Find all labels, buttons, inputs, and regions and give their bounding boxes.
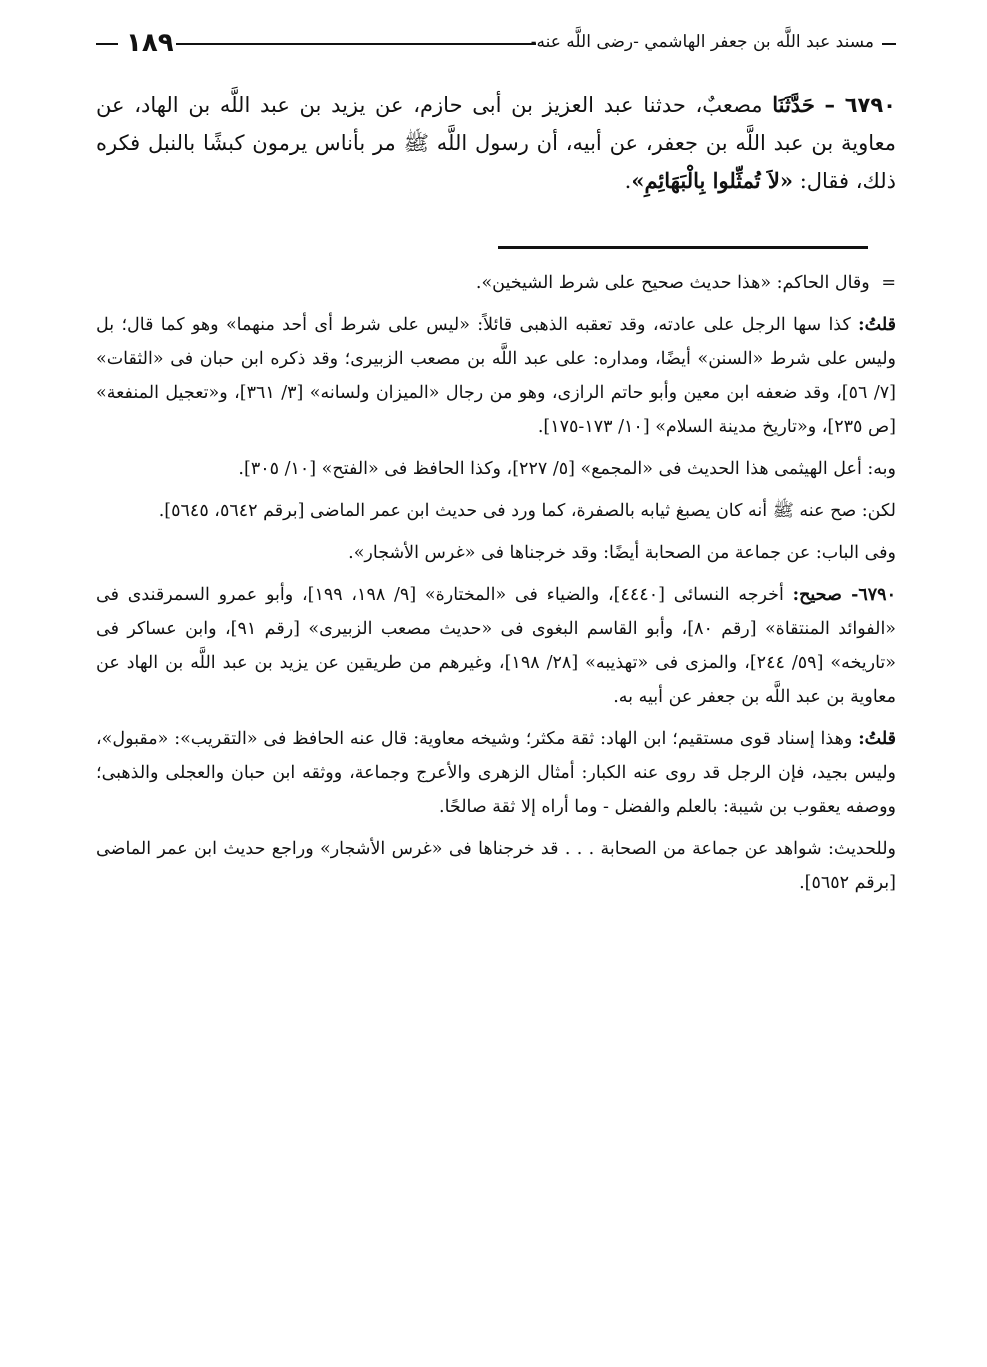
- footnote-text: لكن: صح عنه ﷺ أنه كان يصبغ ثيابه بالصفرة، كما ورد فى حديث ابن عمر الماضى [برقم ٥٦٤٢، ٥٦٤٥].: [158, 501, 896, 521]
- header-dash-left: [96, 43, 118, 45]
- footnote-paragraph: [96, 832, 896, 900]
- footnotes: [96, 266, 896, 908]
- footnote-text: وقال الحاكم: «هذا حديث صحيح على شرط الشيخين».: [475, 273, 870, 293]
- footnote-text: أخرجه النسائى [٤٤٤٠]، والضياء فى «المختارة» [٩/ ١٩٨، ١٩٩]، وأبو عمرو السمرقندى فى «الفوائد المنتقاة» [رقم ٨٠]، وأبو القاسم البغوى فى «حديث مصعب الزبيرى» [رقم ٩١]، وابن عساكر فى «تاريخه» [٥٩/ ٢٤٤]، والمزى فى «تهذيبه» [٢٨/ ١٩٨]، وغيرهم من طريقين عن يزيد بن عبد اللَّه بن الهاد عن معاوية بن عبد اللَّه بن جعفر عن أبيه به.: [96, 585, 897, 707]
- page-number: ١٨٩: [126, 28, 174, 58]
- footnote-paragraph: [96, 452, 896, 486]
- footnote-paragraph: [96, 494, 896, 528]
- hadith-dash: –: [824, 93, 835, 117]
- header-rule: [176, 43, 536, 45]
- running-title: مسند عبد اللَّه بن جعفر الهاشمي -رضى اللَّه عنه-: [530, 32, 874, 52]
- continuation-mark: =: [881, 273, 896, 293]
- footnote-text: وبه: أعل الهيثمى هذا الحديث فى «المجمع» [٥/ ٢٢٧]، وكذا الحافظ فى «الفتح» [١٠/ ٣٠٥].: [238, 459, 896, 479]
- hadith-body: مصعبٌ، حدثنا عبد العزيز بن أبى حازم، عن يزيد بن عبد اللَّه بن الهاد، عن معاوية بن عبد اللَّه بن جعفر، عن أبيه، أن رسول اللَّه ﷺ مر بأناس يرمون كبشًا بالنبل فكره ذلك، فقال:: [96, 93, 896, 193]
- hadith-narration-verb: حَدَّثَنَا: [772, 92, 815, 117]
- footnote-text: وللحديث: شواهد عن جماعة من الصحابة . . . قد خرجناها فى «غرس الأشجار» وراجع حديث ابن عمر الماضى [برقم ٥٦٥٢].: [96, 839, 896, 893]
- footnote-text: وفى الباب: عن جماعة من الصحابة أيضًا: وقد خرجناها فى «غرس الأشجار».: [348, 543, 896, 563]
- hadith-number: ٦٧٩٠: [844, 93, 896, 117]
- header-dash-right: [882, 43, 896, 45]
- footnote-text: كذا سها الرجل على عادته، وقد تعقبه الذهبى قائلاً: «ليس على شرط أى أحد منهما» وهو كما قال؛ بل وليس على شرط «السنن» أيضًا، ومداره: على عبد اللَّه بن مصعب الزبيرى؛ وقد ذكره ابن حبان فى «الثقات» [٧/ ٥٦]، وقد ضعفه ابن معين وأبو حاتم الرازى، وهو من رجال «الميزان ولسانه» [٣/ ٣٦١]، و«تعجيل المنفعة» [ص ٢٣٥]، و«تاريخ مدينة السلام» [١٠/ ١٧٣-١٧٥].: [96, 315, 896, 437]
- footnote-bold-lead: قلتُ:: [858, 729, 896, 749]
- footnote-separator: [498, 246, 868, 249]
- hadith-text: [96, 86, 896, 200]
- footnote-paragraph: [96, 308, 896, 444]
- footnote-bold-lead: قلتُ:: [858, 315, 896, 335]
- footnote-paragraph: [96, 536, 896, 570]
- hadith-end: .: [624, 169, 632, 193]
- footnote-paragraph: [96, 578, 896, 714]
- footnote-paragraph: [96, 266, 896, 300]
- hadith-prophetic-quote: «لاَ تُمثِّلوا بِالْبَهَائِمِ»: [631, 168, 794, 193]
- page-header: [96, 26, 896, 66]
- footnote-paragraph: [96, 722, 896, 824]
- footnote-text: وهذا إسناد قوى مستقيم؛ ابن الهاد: ثقة مكثر؛ وشيخه معاوية: قال عنه الحافظ فى «التقريب»: «مقبول»، وليس بجيد، فإن الرجل قد روى عنه الكبار: أمثال الزهرى والأعرج وجماعة، ووثقه ابن حبان والعجلى والذهبى؛ ووصفه يعقوب بن شيبة: بالعلم والفضل - وما أراه إلا ثقة صالحًا.: [96, 729, 896, 817]
- footnote-bold-lead: ٦٧٩٠- صحيح:: [792, 585, 896, 605]
